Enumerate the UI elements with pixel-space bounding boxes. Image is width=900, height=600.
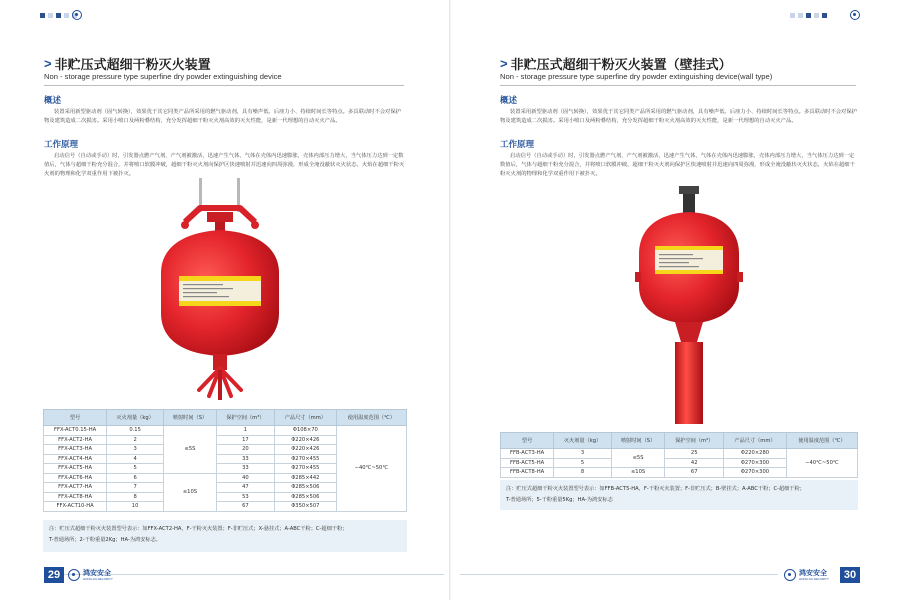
cell-size: Φ285×442 <box>274 473 336 483</box>
note-line: 注：贮压式超细干粉灭火装置型号表示：如FFX-ACT2-HA，F-干粉灭火装置；F-非贮压式；X-悬挂式；A-ABC干粉；C-超细干粉； <box>49 526 348 532</box>
title-chevron-icon: > <box>44 56 52 71</box>
header-temp-range: 使用温度范围（℃） <box>336 410 406 426</box>
overview-heading: 概述 <box>500 96 518 106</box>
cell-model: FFX-ACT5-HA <box>44 464 107 474</box>
cell-model: FFX-ACT0.15-HA <box>44 426 107 436</box>
cell-size: Φ220×280 <box>724 449 787 459</box>
cell-agent: 4 <box>107 454 164 464</box>
page-subtitle: Non - storage pressure type superfine dry powder extinguishing device(wall type) <box>500 72 773 81</box>
cell-space: 17 <box>216 435 274 445</box>
header-temp-range: 使用温度范围（℃） <box>786 433 857 449</box>
cell-size: Φ270×455 <box>274 454 336 464</box>
principle-heading: 工作原理 <box>44 140 79 150</box>
cell-size: Φ350×507 <box>274 502 336 512</box>
cell-space: 67 <box>665 468 724 478</box>
header-protect-space: 保护空间（m³） <box>216 410 274 426</box>
note-line: T-普通场所；2-干粉重量2Kg；HA-为鸿安标志。 <box>49 537 161 543</box>
principle-text: 启动信号（自动或手动）时，引发器点燃产气剂，产气剂被激活，迅速产生气体，气体在壳体内迅速膨胀，壳体内部压力增大，当气体压力达到一定数值后，气体与超细干粉充分混合，并将喷口软膜冲破，超细干粉灭火剂向保护区快速喷射并迅速向四周弥漫，形成全淹没蔽状灭火状态，火焰在超细干粉灭火剂的物理和化学双重作用下被扑灭。 <box>44 153 405 178</box>
note-line: T-普通场所；5-干粉重量5Kg；HA-为鸿安标志 <box>506 497 613 503</box>
title-chevron-icon: > <box>500 56 508 71</box>
header-spray-time: 喷射时间（S） <box>611 433 665 449</box>
header-protect-space: 保护空间（m³） <box>665 433 724 449</box>
cell-model: FFB-ACT5-HA <box>501 458 554 468</box>
page-title-row <box>500 54 732 73</box>
cell-size: Φ270×300 <box>724 468 787 478</box>
table-header-row <box>44 410 407 426</box>
page-number: 30 <box>840 567 860 583</box>
note-line: 注：贮压式超细干粉灭火装置型号表示：如FFB-ACT5-HA，F-干粉灭火装置；F-非贮压式；B-壁挂式；A-ABC干粉；C-超细干粉； <box>506 486 805 492</box>
cell-model: FFX-ACT8-HA <box>44 492 107 502</box>
top-logo-icon <box>850 10 860 20</box>
overview-text: 装置采用新型驱动剂（固气转换），效果优于其它同类产品所采用的燃气驱动剂，具有噪声低、后座力小、持续时间长等特点。多具联动时不会对保护物及建筑造成二次损害。采用小喷口及两粉叠结构，充分发挥超细干粉灭火剂高效的灭火性能，是新一代理想的自动灭火产品。 <box>500 109 857 125</box>
brand-mark <box>68 569 113 581</box>
overview-heading: 概述 <box>44 96 62 106</box>
overview-text: 装置采用新型驱动剂（固气转换），效果优于其它同类产品所采用的燃气驱动剂，具有噪声低、后座力小、持续时间长等特点。多具联动时不会对保护物及建筑造成二次损害。采用小喷口及两粉叠结构，充分发挥超细干粉灭火剂高效的灭火性能，是新一代理想的自动灭火产品。 <box>44 109 401 125</box>
cell-size: Φ220×426 <box>274 445 336 455</box>
cell-space: 33 <box>216 464 274 474</box>
table-row <box>44 426 407 436</box>
cell-size: Φ285×506 <box>274 483 336 493</box>
model-note <box>43 520 407 552</box>
cell-size: Φ220×426 <box>274 435 336 445</box>
cell-model: FFB-ACT8-HA <box>501 468 554 478</box>
header-spray-time: 喷射时间（S） <box>164 410 217 426</box>
header-size: 产品尺寸（mm） <box>274 410 336 426</box>
page-title-row <box>44 54 211 73</box>
cell-space: 25 <box>665 449 724 459</box>
page-title: 非贮压式超细干粉灭火装置 <box>54 58 211 73</box>
cell-model: FFX-ACT10-HA <box>44 502 107 512</box>
cell-agent: 0.15 <box>107 426 164 436</box>
footer-divider <box>64 574 444 575</box>
cell-agent: 5 <box>554 458 612 468</box>
header-agent: 灭火剂量（kg） <box>107 410 164 426</box>
cell-space: 47 <box>216 483 274 493</box>
cell-space: 33 <box>216 454 274 464</box>
spec-table <box>500 432 858 478</box>
table-header-row <box>501 433 858 449</box>
hanging-extinguisher-image <box>155 178 285 406</box>
cell-agent: 10 <box>107 502 164 512</box>
cell-agent: 8 <box>107 492 164 502</box>
cell-agent: 3 <box>107 445 164 455</box>
cell-space: 40 <box>216 473 274 483</box>
brand-logo-icon <box>784 569 796 581</box>
cell-model: FFX-ACT7-HA <box>44 483 107 493</box>
cell-space: 42 <box>665 458 724 468</box>
header-size: 产品尺寸（mm） <box>724 433 787 449</box>
cell-size: Φ270×455 <box>274 464 336 474</box>
title-divider <box>500 85 856 86</box>
cell-agent: 2 <box>107 435 164 445</box>
cell-model: FFX-ACT2-HA <box>44 435 107 445</box>
cell-model: FFB-ACT3-HA <box>501 449 554 459</box>
header-model: 型号 <box>501 433 554 449</box>
brand-name: 鸿安安全 <box>83 569 111 577</box>
brand-name-en: HONG AN SECURITY <box>799 577 829 581</box>
cell-size: Φ108×70 <box>274 426 336 436</box>
cell-agent: 3 <box>554 449 612 459</box>
cell-size: Φ270×300 <box>724 458 787 468</box>
cell-model: FFX-ACT4-HA <box>44 454 107 464</box>
spec-table <box>43 409 407 512</box>
header-model: 型号 <box>44 410 107 426</box>
cell-size: Φ285×506 <box>274 492 336 502</box>
cell-space: 1 <box>216 426 274 436</box>
principle-text: 启动信号（自动或手动）时，引发器点燃产气剂，产气剂被激活，迅速产生气体，气体在壳体内迅速膨胀，壳体内部压力增大，当气体压力达到一定数值后，气体与超细干粉充分混合，并将喷口软膜冲破，超细干粉灭火剂向保护区快速喷射并迅速向四周弥漫，形成全淹没蔽状灭火状态，火焰在超细干粉灭火剂的物理和化学双重作用下被扑灭。 <box>500 153 855 178</box>
wall-extinguisher-image <box>635 186 745 426</box>
cell-temp: −40℃~50℃ <box>336 426 406 512</box>
cell-spray-time: ≤5S <box>611 449 665 468</box>
brand-mark <box>784 569 829 581</box>
cell-model: FFX-ACT6-HA <box>44 473 107 483</box>
cell-space: 67 <box>216 502 274 512</box>
cell-agent: 6 <box>107 473 164 483</box>
header-agent: 灭火剂量（kg） <box>554 433 612 449</box>
brand-logo-icon <box>68 569 80 581</box>
cell-space: 20 <box>216 445 274 455</box>
top-logo-icon <box>72 10 82 20</box>
cell-model: FFX-ACT3-HA <box>44 445 107 455</box>
cell-agent: 8 <box>554 468 612 478</box>
title-divider <box>44 85 404 86</box>
model-note <box>500 480 858 510</box>
cell-agent: 7 <box>107 483 164 493</box>
footer-divider <box>460 574 778 575</box>
page-subtitle: Non - storage pressure type superfine dry powder extinguishing device <box>44 72 282 81</box>
principle-heading: 工作原理 <box>500 140 535 150</box>
brand-name: 鸿安安全 <box>799 569 827 577</box>
cell-temp: −40℃~50℃ <box>786 449 857 478</box>
page-number: 29 <box>44 567 64 583</box>
brand-name-en: HONG AN SECURITY <box>83 577 113 581</box>
cell-spray-time: ≤10S <box>164 473 217 511</box>
cell-agent: 5 <box>107 464 164 474</box>
cell-spray-time: ≤5S <box>164 426 217 474</box>
top-decor-squares <box>790 13 827 18</box>
cell-space: 53 <box>216 492 274 502</box>
table-row <box>501 449 858 459</box>
cell-spray-time: ≤10S <box>611 468 665 478</box>
page-right <box>450 0 900 600</box>
page-title: 非贮压式超细干粉灭火装置（壁挂式） <box>510 58 732 73</box>
